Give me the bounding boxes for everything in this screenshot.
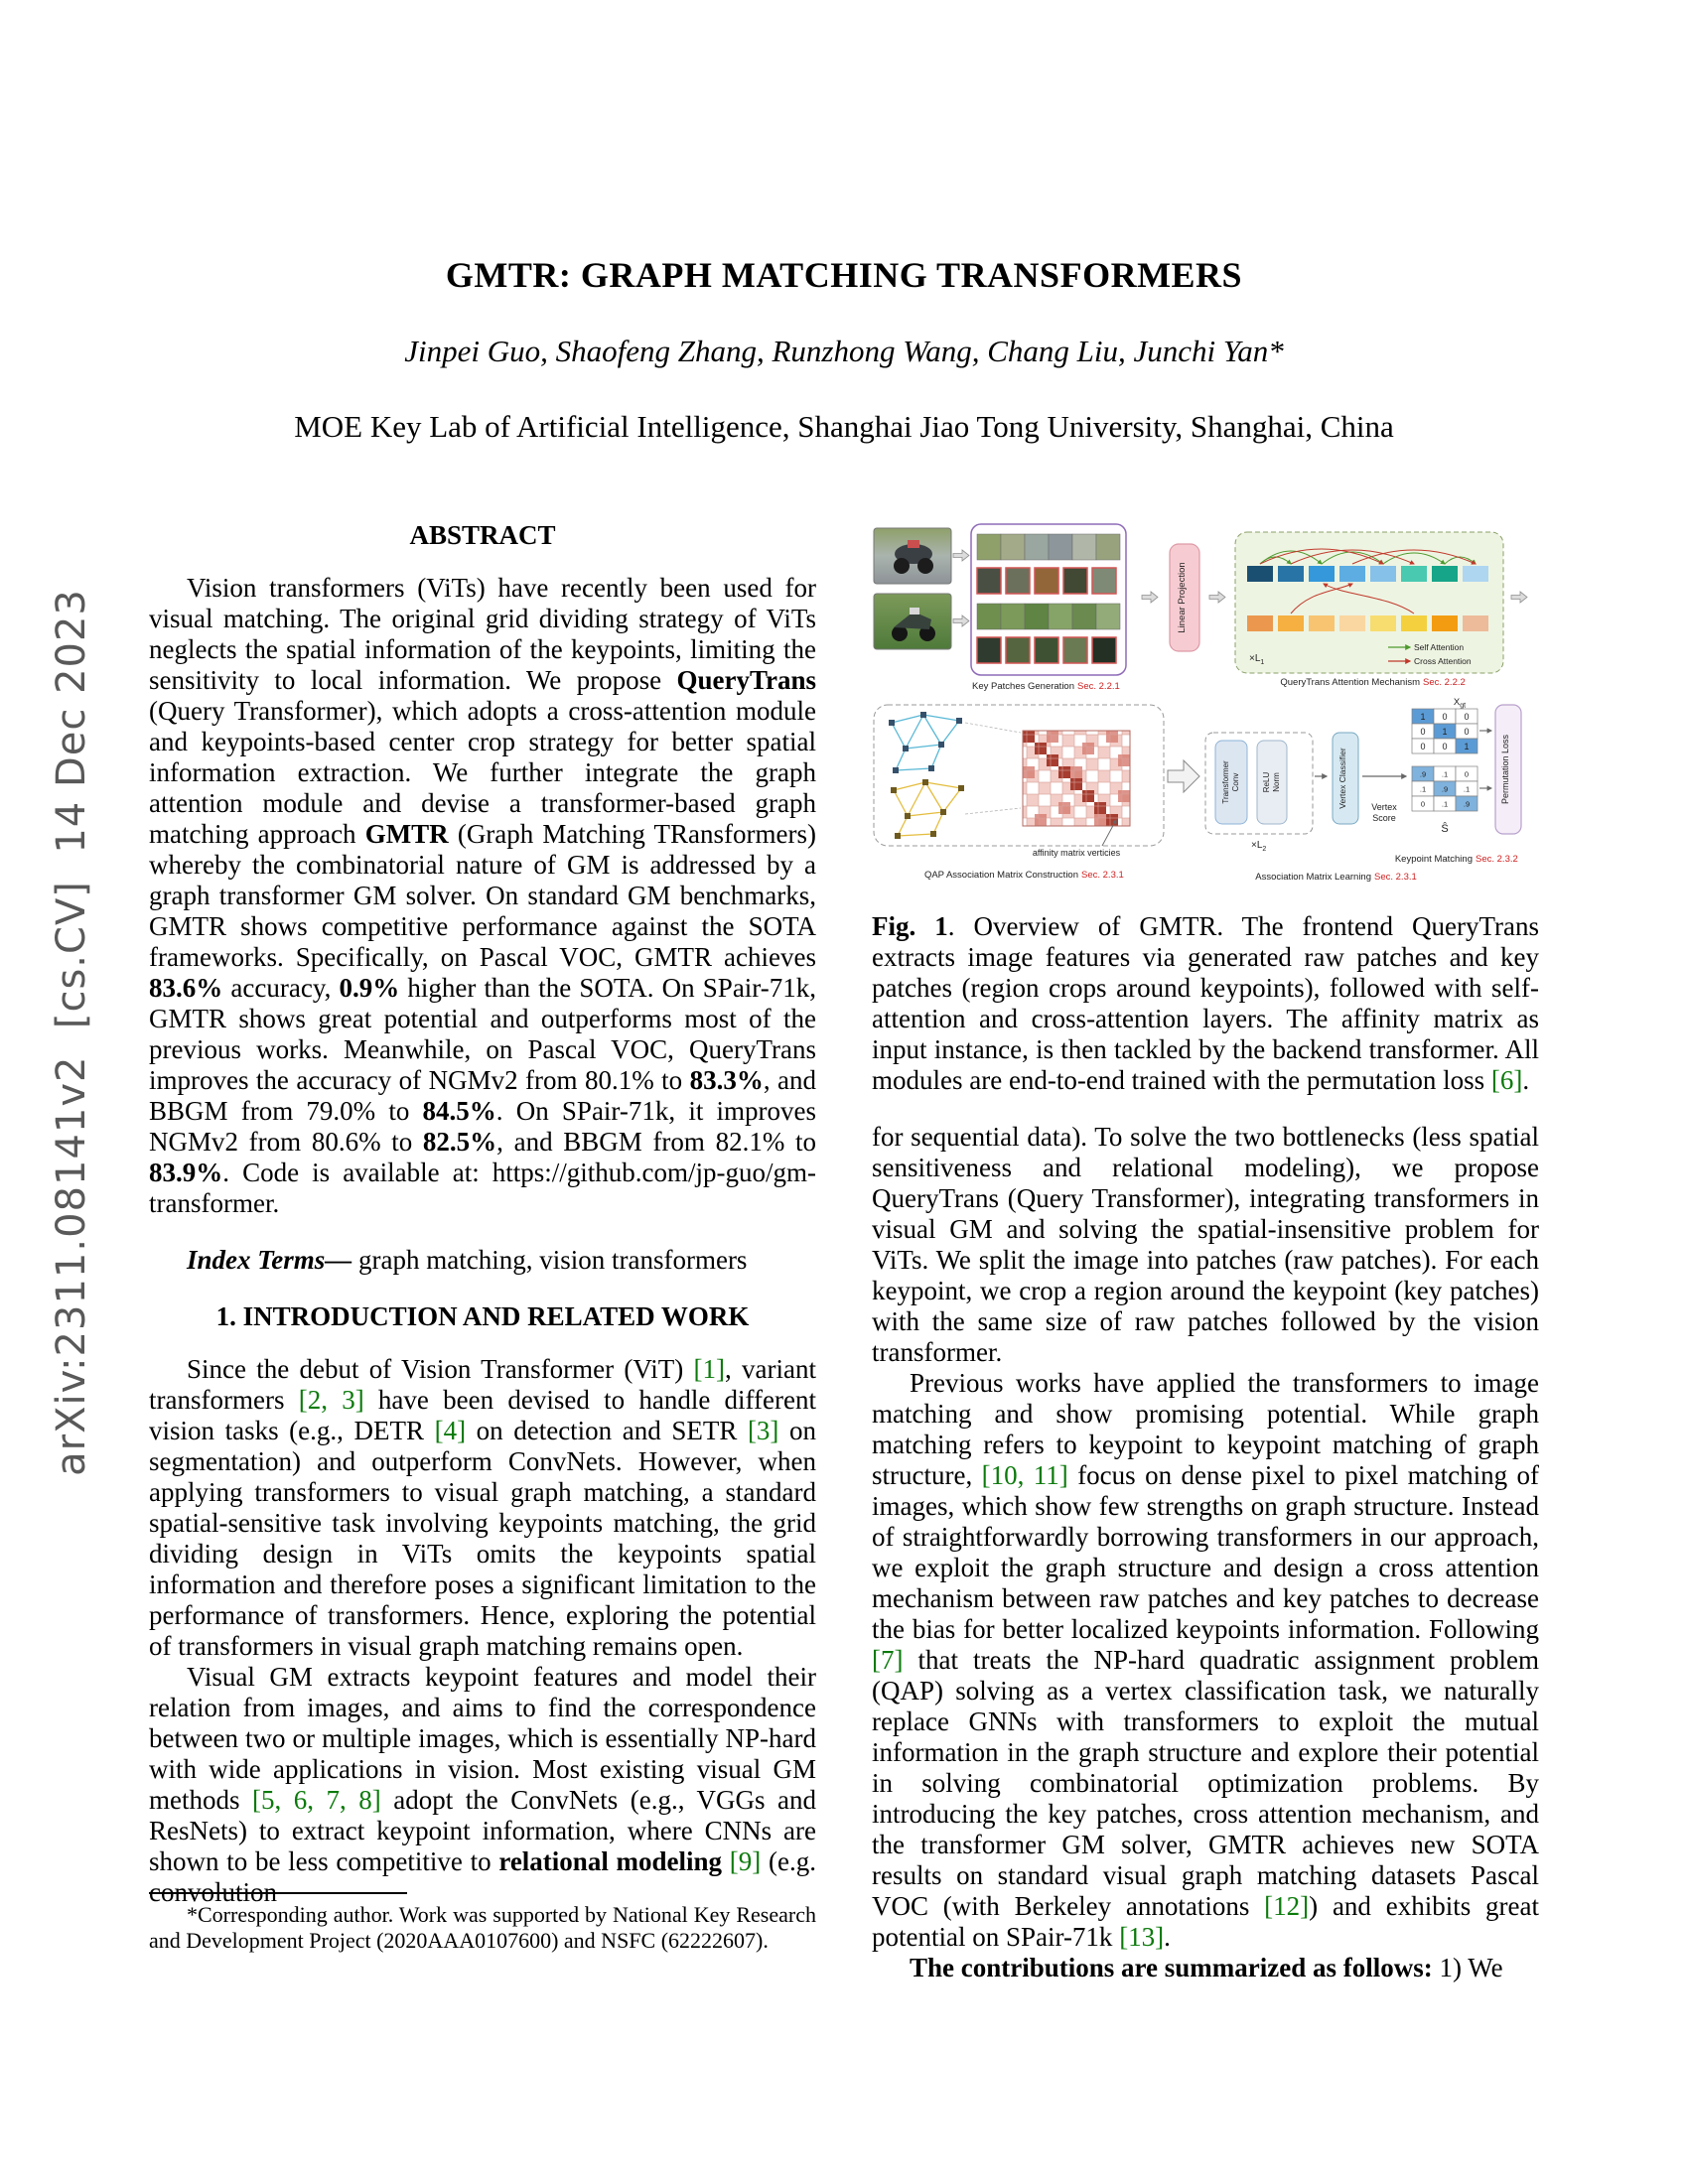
permutation-loss-label: Permutation Loss — [1500, 734, 1510, 805]
right-paragraph-1: for sequential data). To solve the two bottlenecks (less spatial sensitiveness and relational modeling), we propose QueryTrans (Query Transformer), integrating transformers in visual GM and solving the spatial-insensitive problem for ViTs. We split the image into patches (raw patches). For each keypoint, we crop a region around the keypoint (key patches) with the same size of raw patches followed by the vision transformer. — [872, 1122, 1539, 1367]
abstract-paragraph: Vision transformers (ViTs) have recently been used for visual matching. The original grid dividing strategy of ViTs neglects the spatial information of the keypoints, limiting the sensitivity to local information. We propose QueryTrans (Query Transformer), which adopts a cross-attention module and keypoints-based center crop strategy for better spatial information extraction. We further integrate the graph attention module and devise a transformer-based graph matching approach GMTR (Graph Matching TRansformers) whereby the combinatorial nature of GM is addressed by a graph transformer GM solver. On standard GM benchmarks, GMTR shows competitive performance against the SOTA frameworks. Specifically, on Pascal VOC, GMTR achieves 83.6% accuracy, 0.9% higher than the SOTA. On SPair-71k, GMTR shows great potential and outperforms most of the previous works. Meanwhile, on Pascal VOC, QueryTrans improves the accuracy of NGMv2 from 80.1% to 83.3%, and BBGM from 79.0% to 84.5%. On SPair-71k, it improves NGMv2 from 80.6% to 82.5%, and BBGM from 82.1% to 83.9%. Code is available at: https://github.com/jp-guo/gm-transformer. — [149, 573, 817, 1218]
key-patch-strip-1 — [977, 568, 1116, 594]
key-patches-panel — [971, 524, 1126, 675]
graph-yellow — [891, 779, 964, 839]
svg-text:1: 1 — [1420, 712, 1426, 722]
svg-text:0: 0 — [1442, 712, 1448, 722]
relu-norm-label: ReLUNorm — [1262, 771, 1281, 793]
cross-attention-label: Cross Attention — [1414, 656, 1472, 666]
intro-paragraph-2: Visual GM extracts keypoint features and model their relation from images, and aims to find the correspondence between two or multiple images, which is essentially NP-hard with wide applications in vision. Most existing visual GM methods [5, 6, 7, 8] adopt the ConvNets (e.g., VGGs and ResNets) to extract keypoint information, where CNNs are shown to be less competitive to relational modeling [9] (e.g. convolution — [149, 1662, 817, 1907]
section-1-heading: 1. INTRODUCTION AND RELATED WORK — [215, 1301, 750, 1331]
assoc-learning-label: Association Matrix Learning — [1255, 872, 1371, 883]
input-photo-bottom — [874, 594, 951, 649]
raw-patch-strip-1 — [977, 534, 1120, 560]
assoc-learning-ref: Sec. 2.3.1 — [1374, 872, 1417, 883]
svg-text:.9: .9 — [1419, 769, 1427, 779]
transformer-conv-label: TransformerConv — [1221, 760, 1240, 804]
gm-solver-panel — [1205, 733, 1313, 834]
key-patches-label: Key Patches Generation — [972, 681, 1074, 692]
input-photo-top — [874, 528, 951, 584]
index-terms-label: Index Terms— — [187, 1245, 352, 1275]
attention-mechanism-label: QueryTrans Attention Mechanism — [1280, 677, 1420, 688]
svg-text:.1: .1 — [1441, 799, 1449, 809]
index-terms-list: graph matching, vision transformers — [352, 1245, 748, 1275]
flow-arrow — [953, 615, 969, 626]
qap-panel — [874, 705, 1164, 846]
affinity-matrix-grid — [1023, 731, 1130, 826]
l2-multiplier: $\times L_2$ — [1251, 840, 1267, 853]
svg-text:.9: .9 — [1441, 784, 1449, 794]
left-column — [149, 520, 816, 1908]
linear-projection-label: Linear Projection — [1177, 562, 1188, 633]
svg-text:1: 1 — [1464, 742, 1470, 751]
svg-text:0: 0 — [1464, 712, 1470, 722]
xgt-label: $X_{gt}$ — [1453, 697, 1467, 710]
footnote-rule — [149, 1892, 407, 1894]
s-hat-label: Ŝ — [1441, 823, 1449, 835]
graph-matrix-link — [965, 808, 1021, 814]
l1-multiplier: $\times L_1$ — [1249, 653, 1265, 666]
s-hat-matrix — [1412, 766, 1477, 811]
svg-text:0: 0 — [1420, 742, 1426, 751]
svg-text:1: 1 — [1442, 727, 1448, 737]
figure1 — [872, 520, 1539, 889]
key-patch-strip-2 — [977, 637, 1116, 663]
paper-authors: Jinpei Guo, Shaofeng Zhang, Runzhong Wang, Chang Liu, Junchi Yan* — [404, 334, 1284, 368]
flow-arrow — [1209, 592, 1225, 603]
affinity-matrix-label: affinity matrix verticies — [1032, 848, 1121, 858]
flow-arrow — [1511, 592, 1527, 603]
vertex-classifier-box — [1333, 733, 1358, 824]
arxiv-stamp: arXiv:2311.08141v2 [cs.CV] 14 Dec 2023 — [49, 589, 94, 1476]
paper-affiliation: MOE Key Lab of Artificial Intelligence, Shanghai Jiao Tong University, Shanghai, China — [294, 409, 1394, 444]
svg-text:.1: .1 — [1419, 784, 1427, 794]
big-flow-arrow — [1168, 760, 1199, 792]
svg-text:0: 0 — [1464, 727, 1470, 737]
vertex-classifier-label: Vertex Classifier — [1337, 748, 1347, 809]
key-patches-ref: Sec. 2.2.1 — [1077, 681, 1120, 692]
right-paragraph-3: The contributions are summarized as follows: 1) We — [910, 1953, 1503, 1982]
attention-panel — [1235, 532, 1503, 673]
qap-construction-ref: Sec. 2.3.1 — [1081, 870, 1124, 881]
keypoint-matching-ref: Sec. 2.3.2 — [1476, 854, 1518, 865]
svg-text:0: 0 — [1420, 727, 1426, 737]
permutation-loss-box — [1495, 705, 1521, 834]
footnote-text: *Corresponding author. Work was supported by National Key Research and Development Project (2020AAA0107600) and NSFC (62222607). — [149, 1902, 816, 1953]
linear-projection-box — [1170, 544, 1199, 651]
svg-text:.9: .9 — [1463, 799, 1471, 809]
xgt-matrix — [1412, 709, 1477, 753]
figure1-caption: Fig. 1. Overview of GMTR. The frontend QueryTrans extracts image features via generated raw patches and key patches (region crops around keypoints), followed with self-attention and cross-attention layers. The affinity matrix as input instance, is then tackled by the backend transformer. All modules are end-to-end trained with the permutation loss [6]. — [872, 911, 1539, 1095]
svg-text:0: 0 — [1442, 742, 1448, 751]
svg-text:0: 0 — [1464, 769, 1470, 779]
right-paragraph-2: Previous works have applied the transformers to image matching and show promising potential. While graph matching refers to keypoint to keypoint matching of graph structure, [10, 11] focus on dense pixel to pixel matching of images, which show few strengths on graph structure. Instead of straightforwardly borrowing transformers in our approach, we exploit the graph structure and design a cross attention mechanism between raw patches and key patches to decrease the bias for better localized keypoints information. Following [7] that treats the NP-hard quadratic assignment problem (QAP) solving as a vertex classification task, we naturally replace GNNs with transformers to exploit the mutual information in the graph structure and explore their potential in solving combinatorial optimization problems. By introducing the key patches, cross attention mechanism, and the transformer GM solver, GMTR achieves new SOTA results on standard visual graph matching datasets Pascal VOC (with Berkeley annotations [12]) and exhibits great potential on SPair-71k [13]. — [872, 1368, 1539, 1952]
qap-construction-label: QAP Association Matrix Construction — [923, 870, 1078, 881]
abstract-heading: ABSTRACT — [409, 520, 556, 550]
flow-arrow — [953, 550, 969, 561]
relu-norm-box — [1257, 741, 1287, 824]
keypoint-matching-label: Keypoint Matching — [1394, 854, 1473, 865]
svg-text:.1: .1 — [1463, 784, 1471, 794]
paper-title: GMTR: GRAPH MATCHING TRANSFORMERS — [445, 255, 1243, 295]
svg-text:.1: .1 — [1441, 769, 1449, 779]
right-column — [872, 520, 1539, 1983]
vertex-score-label-2: Score — [1372, 813, 1396, 823]
graph-blue — [889, 712, 962, 773]
figure1-diagram — [872, 520, 1539, 889]
transformer-conv-box — [1215, 741, 1247, 824]
self-attention-label: Self Attention — [1414, 642, 1465, 652]
flow-arrow — [1142, 592, 1158, 603]
index-terms-line — [149, 1245, 816, 1276]
svg-text:0: 0 — [1420, 799, 1426, 809]
footnote-block — [149, 1892, 816, 1954]
attention-mechanism-ref: Sec. 2.2.2 — [1423, 677, 1466, 688]
intro-paragraph-1: Since the debut of Vision Transformer (ViT) [1], variant transformers [2, 3] have been devised to handle different vision tasks (e.g., DETR [4] on detection and SETR [3] on segmentation) and outperform ConvNets. However, when applying transformers to visual graph matching, a standard spatial-sensitive task involving keypoints matching, the grid dividing design in ViTs omits the keypoints spatial information and therefore poses a significant limitation to the performance of transformers. Hence, exploring the potential of transformers in visual graph matching remains open. — [149, 1354, 817, 1661]
raw-patch-strip-2 — [977, 604, 1120, 629]
graph-matrix-link — [965, 723, 1021, 733]
vertex-score-label: Vertex — [1371, 802, 1397, 812]
